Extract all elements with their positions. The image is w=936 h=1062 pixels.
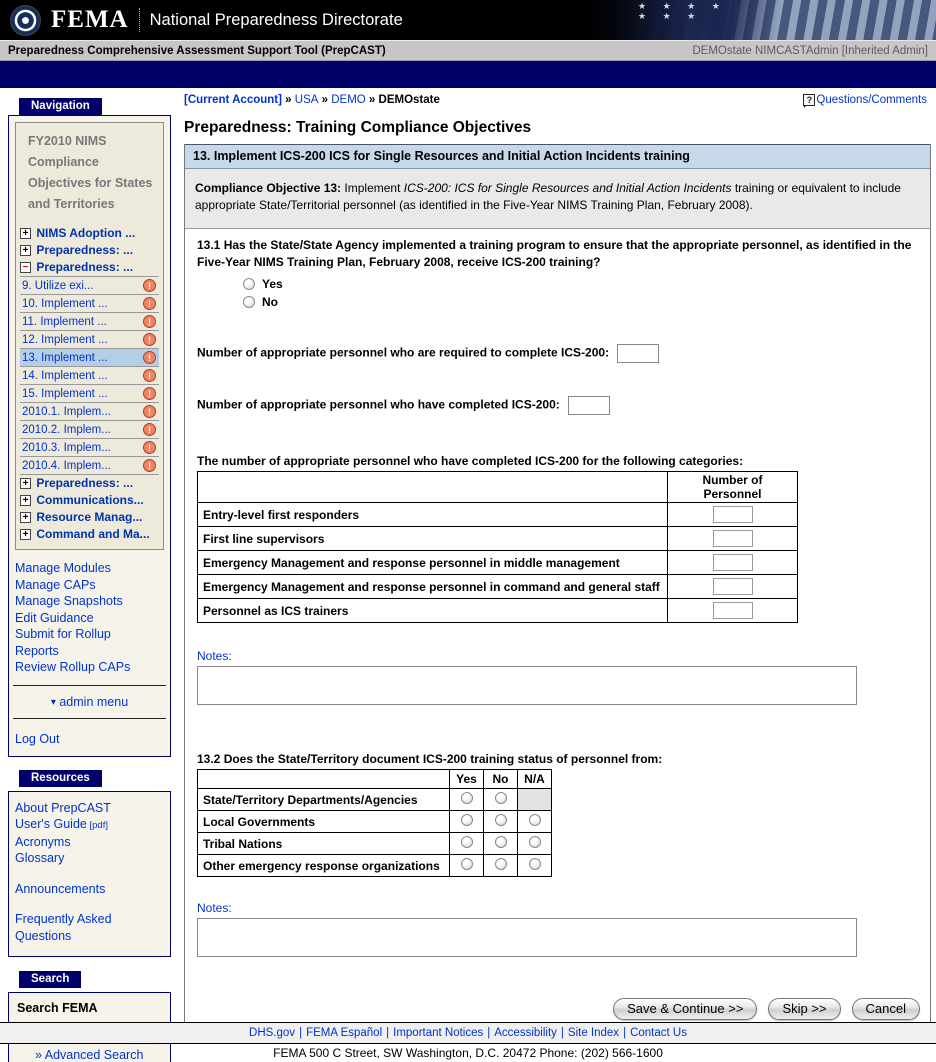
cancel-button[interactable]: Cancel [852,998,920,1020]
resources-link-row [15,800,164,817]
radio-no[interactable] [495,836,507,848]
navigation-header: Navigation [19,98,102,115]
categories-empty-header [198,472,668,503]
radio-no[interactable] [495,858,507,870]
tree-bottom-parents [20,475,159,543]
na-column-header: N/A [518,770,552,789]
tree-leaf-item[interactable] [20,348,159,366]
breadcrumb-link[interactable]: DEMO [331,94,366,106]
tree-parent-item[interactable] [20,509,159,526]
tree-leaf-item[interactable] [20,420,159,438]
sidebar-link[interactable]: Submit for Rollup [15,627,111,641]
personnel-count-input[interactable] [713,602,753,619]
breadcrumb-separator: » [281,94,295,106]
questions-comments-link[interactable]: Questions/Comments [816,94,927,106]
organization-label: Tribal Nations [198,833,450,855]
admin-menu-link[interactable]: admin menu [59,694,129,709]
status-row [198,789,552,811]
tree-parent-label: Command and Ma... [33,527,150,541]
resources-link[interactable]: Glossary [15,851,65,865]
tree-leaf-item[interactable] [20,438,159,456]
sidebar-link[interactable]: Manage CAPs [15,577,96,592]
warning-icon: ! [143,279,156,292]
tree-parent-item[interactable] [20,492,159,509]
resources-link[interactable]: Announcements [15,881,106,896]
breadcrumb [184,94,440,106]
footer-separator: | [386,1027,390,1039]
no-cell [484,833,518,855]
directorate-title: National Preparedness Directorate [149,10,403,29]
footer-link[interactable]: Accessibility [494,1027,557,1039]
na-cell [518,789,552,811]
compliance-objective-text [185,169,930,229]
plus-icon[interactable]: + [20,495,31,506]
footer-separator: | [623,1027,627,1039]
sidebar-link-row [15,577,164,594]
objective-panel [184,144,931,1028]
na-cell [518,855,552,877]
radio-na[interactable] [529,858,541,870]
tree-leaf-label: 2010.2. Implem... [22,423,111,436]
plus-icon[interactable]: + [20,512,31,523]
radio-no-label: No [262,295,278,310]
footer-separator: | [299,1027,303,1039]
radio-no[interactable] [243,296,255,308]
personnel-count-input[interactable] [713,506,753,523]
number-of-personnel-header: Number of Personnel [668,472,798,503]
category-label: Personnel as ICS trainers [198,599,668,623]
sidebar-divider [13,718,166,719]
category-row [198,575,798,599]
app-title: Preparedness Comprehensive Assessment Support Tool (PrepCAST) [8,44,386,57]
personnel-input-cell [668,527,798,551]
pdf-tag: [pdf] [86,820,108,831]
tree-leaf-item[interactable] [20,276,159,294]
navy-band [0,61,936,88]
tree-parent-label: Communications... [33,493,144,507]
tree-leaf-item[interactable] [20,402,159,420]
footer-link[interactable]: Site Index [567,1027,620,1039]
tree-parent-item[interactable] [20,475,159,492]
footer-link[interactable]: FEMA Español [306,1027,383,1039]
resources-link-row [15,816,164,834]
radio-yes[interactable] [461,792,473,804]
warning-icon: ! [143,315,156,328]
radio-no[interactable] [495,814,507,826]
footer-separator: | [560,1027,564,1039]
notes-textarea-1[interactable] [197,666,857,705]
warning-icon: ! [143,423,156,436]
category-row [198,599,798,623]
radio-yes[interactable] [243,278,255,290]
tree-leaf-label: 12. Implement ... [22,333,108,346]
plus-icon[interactable]: + [20,529,31,540]
resources-link[interactable]: User's Guide [15,817,87,831]
yes-cell [450,811,484,833]
radio-yes[interactable] [461,836,473,848]
breadcrumb-link[interactable]: USA [294,94,319,106]
warning-icon: ! [143,405,156,418]
resources-group [15,800,164,867]
admin-menu-row[interactable] [9,693,170,711]
sidebar-link[interactable]: Reports [15,643,59,658]
status-row [198,811,552,833]
categories-table-label: The number of appropriate personnel who have completed ICS-200 for the following categories: [197,454,744,469]
tree-leaf-item[interactable] [20,384,159,402]
search-fema-title: Search FEMA [17,1001,98,1015]
advanced-search-link[interactable]: » Advanced Search [35,1048,144,1062]
personnel-input-cell [668,599,798,623]
completed-personnel-label: Number of appropriate personnel who have completed ICS-200: [197,398,560,413]
required-personnel-label: Number of appropriate personnel who are required to complete ICS-200: [197,346,610,361]
yes-cell [450,789,484,811]
tree-leaf-item[interactable] [20,330,159,348]
resources-group [15,881,164,898]
organization-label: Local Governments [198,811,450,833]
tree-parent-label: Resource Manag... [33,510,143,524]
radio-yes[interactable] [461,858,473,870]
warning-icon: ! [143,351,156,364]
tree-leaf-label: 2010.1. Implem... [22,405,111,418]
question-13-2: 13.2 Does the State/Territory document ICS-200 training status of personnel from: [197,752,663,767]
logout-link[interactable]: Log Out [15,731,60,746]
warning-icon: ! [143,387,156,400]
no-cell [484,789,518,811]
tree-parent-item[interactable] [20,225,159,242]
warning-icon: ! [143,459,156,472]
plus-icon[interactable]: + [20,228,31,239]
status-row [198,833,552,855]
notes-label-2: Notes: [197,901,232,916]
flag-stars-decoration: ★ ★ ★ ★ ★ ★ ★ [638,1,727,21]
sidebar-link[interactable]: Manage Snapshots [15,594,123,608]
na-cell [518,833,552,855]
sidebar-link-row [15,659,164,676]
na-cell [518,811,552,833]
sidebar-link-row [15,593,164,610]
category-row [198,503,798,527]
organization-label: Other emergency response organizations [198,855,450,877]
resources-link[interactable]: Acronyms [15,834,71,849]
personnel-count-input[interactable] [713,530,753,547]
tree-parent-item[interactable] [20,526,159,543]
resources-header: Resources [19,770,102,787]
tree-leaf-label: 2010.4. Implem... [22,459,111,472]
plus-icon[interactable]: + [20,245,31,256]
category-row [198,527,798,551]
user-info: DEMOstate NIMCASTAdmin [Inherited Admin] [692,44,928,57]
tree-parent-label: Preparedness: ... [33,476,134,490]
tree-leaf-label: 11. Implement ... [22,315,107,328]
tree-leaf-item[interactable] [20,456,159,475]
tree-leaf-label: 14. Implement ... [22,369,108,382]
chevron-down-icon: ▾ [50,696,56,708]
resources-group [15,911,164,944]
categories-table [197,471,798,623]
tree-parent-item[interactable] [20,259,159,276]
tree-parent-label: NIMS Adoption ... [33,226,136,240]
resources-link[interactable]: Frequently Asked Questions [15,912,112,943]
sidebar-link-row [15,560,164,577]
tree-parent-label: Preparedness: ... [33,243,134,257]
category-label: Entry-level first responders [198,503,668,527]
radio-na[interactable] [529,814,541,826]
no-cell [484,811,518,833]
required-personnel-input[interactable] [617,344,659,363]
sidebar-link-row [15,643,164,660]
tree-leaf-item[interactable] [20,294,159,312]
main-content [184,94,931,1028]
tree-parent-item[interactable] [20,242,159,259]
search-header: Search [19,971,81,988]
notes-label-1: Notes: [197,649,232,664]
personnel-count-input[interactable] [713,578,753,595]
fema-logo-text: FEMA [51,6,129,33]
dhs-seal-icon [10,5,41,36]
radio-na[interactable] [529,836,541,848]
tree-leaf-label: 2010.3. Implem... [22,441,111,454]
sidebar-link-row [15,610,164,627]
question-13-1: 13.1 Has the State/State Agency implemented a training program to ensure that the appropriate personnel, as identified in the Five-Year NIMS Training Plan, February 2008, receive ICS-200 training? [197,237,912,269]
tree-leaf-label: 9. Utilize exi... [22,279,94,292]
training-status-table [197,769,552,877]
sidebar-link-row [15,626,164,643]
breadcrumb-current: DEMOstate [378,94,440,106]
breadcrumb-separator: » [365,94,379,106]
warning-icon: ! [143,441,156,454]
warning-icon: ! [143,333,156,346]
resources-box [8,791,171,958]
tree-parent-label: Preparedness: ... [33,260,134,274]
yes-cell [450,833,484,855]
sidebar-link[interactable]: Manage Modules [15,561,111,575]
breadcrumb-link[interactable]: [Current Account] [184,94,282,106]
radio-no[interactable] [495,792,507,804]
minus-icon[interactable]: − [20,262,31,273]
objective-post: training or equivalent to include appropriate State/Territorial personnel (as identified in the Five-Year NIMS Training Plan, February 2008). [195,181,901,213]
tree-leaf-label: 10. Implement ... [22,297,108,310]
footer-link[interactable]: Contact Us [630,1027,687,1039]
tree-leaf-label: 13. Implement ... [22,351,108,364]
personnel-count-input[interactable] [713,554,753,571]
yes-cell [450,855,484,877]
footer-links-bar [0,1022,936,1044]
radio-yes-label: Yes [262,277,283,292]
status-row [198,855,552,877]
no-column-header: No [484,770,518,789]
plus-icon[interactable]: + [20,478,31,489]
resources-link[interactable]: About PrepCAST [15,800,111,815]
yes-column-header: Yes [450,770,484,789]
skip-button[interactable]: Skip >> [768,998,840,1020]
save-continue-button[interactable]: Save & Continue >> [613,998,757,1020]
help-icon[interactable]: ? [803,94,815,106]
status-empty-header [198,770,450,789]
objective-label: Compliance Objective 13: [195,181,342,195]
footer-address: FEMA 500 C Street, SW Washington, D.C. 20472 Phone: (202) 566-1600 [273,1046,663,1060]
footer-link[interactable]: DHS.gov [249,1027,296,1039]
sidebar-link[interactable]: Edit Guidance [15,610,94,625]
header-divider [139,8,140,32]
category-label: Emergency Management and response personnel in middle management [198,551,668,575]
notes-textarea-2[interactable] [197,918,857,957]
tree-leaf-label: 15. Implement ... [22,387,108,400]
tree-leaf-item[interactable] [20,366,159,384]
footer-separator: | [487,1027,491,1039]
top-header [0,0,936,40]
personnel-input-cell [668,575,798,599]
resources-link-row [15,911,164,944]
personnel-input-cell [668,551,798,575]
app-title-bar [0,40,936,61]
resources-link-row [15,850,164,867]
objective-pre: Implement [341,181,404,195]
radio-yes[interactable] [461,814,473,826]
sidebar-quick-links [9,556,170,678]
category-label: First line supervisors [198,527,668,551]
objective-italic: ICS-200: ICS for Single Resources and Initial Action Incidents [403,181,732,195]
personnel-input-cell [668,503,798,527]
sidebar [8,96,171,1062]
category-row [198,551,798,575]
section-header: 13. Implement ICS-200 ICS for Single Resources and Initial Action Incidents training [185,144,930,169]
completed-personnel-input[interactable] [568,396,610,415]
resources-link-row [15,881,164,898]
breadcrumb-separator: » [318,94,332,106]
category-label: Emergency Management and response personnel in command and general staff [198,575,668,599]
tree-title: FY2010 NIMS Compliance Objectives for States and Territories [28,134,153,211]
sidebar-link[interactable]: Review Rollup CAPs [15,660,131,674]
nav-tree [15,122,164,550]
footer-link[interactable]: Important Notices [393,1027,484,1039]
warning-icon: ! [143,369,156,382]
no-cell [484,855,518,877]
tree-leaves [20,276,159,475]
sidebar-divider [13,685,166,686]
organization-label: State/Territory Departments/Agencies [198,789,450,811]
navigation-box [8,115,171,757]
page-title: Preparedness: Training Compliance Objectives [184,119,532,136]
tree-top-parents [20,225,159,276]
warning-icon: ! [143,297,156,310]
resources-link-row [15,834,164,851]
flag-image [586,0,936,40]
tree-leaf-item[interactable] [20,312,159,330]
